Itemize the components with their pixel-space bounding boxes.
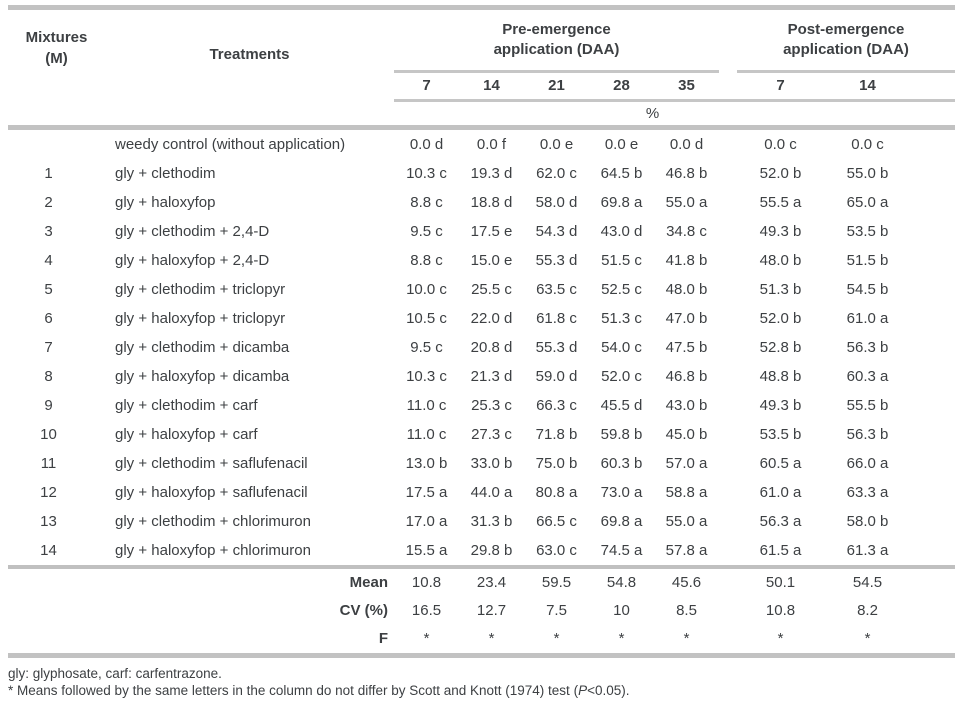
value-cell: 48.0 b [759,252,802,269]
table-row [8,420,955,449]
treatment-name: gly + haloxyfop + dicamba [115,368,290,385]
value-cell: 45.5 d [600,397,643,414]
mixture-number: 12 [40,484,57,501]
value-cell: 18.8 d [470,194,513,211]
value-cell: 52.0 c [601,368,642,385]
value-cell: 54.0 c [601,339,642,356]
mixture-number: 1 [44,165,53,182]
summary-value-cell: 10.8 [765,602,796,619]
treatment-name: gly + haloxyfop [115,194,216,211]
value-cell: 59.0 d [535,368,578,385]
value-cell: 46.8 b [665,368,708,385]
day-header-pre-21: 21 [548,77,565,94]
summary-value-cell: * [618,630,625,647]
summary-value-cell: 16.5 [411,602,442,619]
day-header-pre-35: 35 [678,77,695,94]
value-cell: 55.3 d [535,339,578,356]
mixture-number: 7 [44,339,53,356]
day-header-post-7: 7 [776,77,785,94]
table-row [8,188,955,217]
value-cell: 17.5 a [405,484,448,501]
value-cell: 47.5 b [665,339,708,356]
value-cell: 27.3 c [471,426,512,443]
value-cell: 65.0 a [846,194,889,211]
value-cell: 56.3 b [846,426,889,443]
value-cell: 66.3 c [536,397,577,414]
value-cell: 53.5 b [846,223,889,240]
value-cell: 71.8 b [535,426,578,443]
treatment-name: gly + haloxyfop + 2,4-D [115,252,270,269]
value-cell: 51.5 c [601,252,642,269]
value-cell: 10.5 c [406,310,447,327]
treatment-name: gly + haloxyfop + triclopyr [115,310,286,327]
value-cell: 75.0 b [535,455,578,472]
mixture-number: 8 [44,368,53,385]
value-cell: 60.3 a [846,368,889,385]
value-cell: 52.8 b [759,339,802,356]
table-row [8,478,955,507]
value-cell: 55.0 a [665,513,708,530]
summary-value-cell: 50.1 [765,574,796,591]
value-cell: 10.3 c [406,165,447,182]
table-row [8,217,955,246]
value-cell: 0.0 c [851,136,884,153]
mixture-number: 13 [40,513,57,530]
value-cell: 54.5 b [846,281,889,298]
summary-value-cell: 23.4 [476,574,507,591]
table-row [8,304,955,333]
value-cell: 55.0 a [665,194,708,211]
table-row [8,391,955,420]
value-cell: 66.5 c [536,513,577,530]
table-summary [8,569,955,653]
value-cell: 80.8 a [535,484,578,501]
value-cell: 8.8 c [410,194,443,211]
table-row [8,362,955,391]
treatment-name: gly + clethodim [115,165,216,182]
value-cell: 31.3 b [470,513,513,530]
summary-row [8,625,955,653]
value-cell: 63.3 a [846,484,889,501]
value-cell: 29.8 b [470,542,513,559]
mixtures-column-header [8,10,105,125]
value-cell: 74.5 a [600,542,643,559]
value-cell: 43.0 d [600,223,643,240]
value-cell: 64.5 b [600,165,643,182]
value-cell: 11.0 c [406,397,447,414]
value-cell: 9.5 c [410,223,443,240]
table-row [8,130,955,159]
summary-value-cell: * [553,630,560,647]
value-cell: 0.0 e [539,136,574,153]
mixture-number: 5 [44,281,53,298]
summary-value-cell: * [777,630,784,647]
treatment-name: weedy control (without application) [115,136,346,153]
treatment-name: gly + clethodim + carf [115,397,258,414]
post-emergence-group-label: Post-emergence application (DAA) [783,21,909,58]
mixture-number: 9 [44,397,53,414]
mixture-number: 4 [44,252,53,269]
treatment-name: gly + clethodim + chlorimuron [115,513,311,530]
treatments-column-header: Treatments [209,46,290,63]
summary-value-cell: 7.5 [546,602,567,619]
summary-label: F [378,630,388,647]
footnote-statistics-suffix: <0.05). [587,683,630,698]
value-cell: 55.0 b [846,165,889,182]
mixture-number: 10 [40,426,57,443]
value-cell: 0.0 d [669,136,704,153]
value-cell: 59.8 b [600,426,643,443]
value-cell: 51.3 b [759,281,802,298]
value-cell: 57.8 a [665,542,708,559]
summary-value-cell: 10 [613,602,630,619]
value-cell: 46.8 b [665,165,708,182]
mixtures-header-line2: (M) [45,50,68,67]
value-cell: 56.3 a [759,513,802,530]
value-cell: 60.5 a [759,455,802,472]
summary-row [8,597,955,625]
value-cell: 15.0 e [470,252,513,269]
value-cell: 49.3 b [759,397,802,414]
value-cell: 17.5 e [470,223,513,240]
summary-value-cell: 59.5 [541,574,572,591]
summary-value-cell: 8.5 [676,602,697,619]
value-cell: 19.3 d [470,165,513,182]
value-cell: 11.0 c [406,426,447,443]
value-cell: 66.0 a [846,455,889,472]
post-emergence-group-header [737,10,955,70]
day-header-pre-14: 14 [483,77,500,94]
value-cell: 9.5 c [410,339,443,356]
summary-value-cell: 54.5 [852,574,883,591]
value-cell: 33.0 b [470,455,513,472]
unit-label: % [645,105,660,122]
treatment-name: gly + clethodim + saflufenacil [115,455,308,472]
value-cell: 48.8 b [759,368,802,385]
summary-value-cell: * [864,630,871,647]
treatment-name: gly + clethodim + triclopyr [115,281,286,298]
value-cell: 69.8 a [600,194,643,211]
value-cell: 55.5 b [846,397,889,414]
value-cell: 58.0 b [846,513,889,530]
summary-value-cell: * [683,630,690,647]
value-cell: 41.8 b [665,252,708,269]
value-cell: 15.5 a [405,542,448,559]
value-cell: 0.0 d [409,136,444,153]
summary-value-cell: 8.2 [857,602,878,619]
value-cell: 17.0 a [405,513,448,530]
table-row [8,507,955,536]
table-bottom-rule [8,653,955,658]
results-table [8,0,955,658]
mixture-number: 2 [44,194,53,211]
value-cell: 57.0 a [665,455,708,472]
value-cell: 45.0 b [665,426,708,443]
value-cell: 55.5 a [759,194,802,211]
summary-value-cell: 10.8 [411,574,442,591]
table-body [8,130,955,565]
value-cell: 52.5 c [601,281,642,298]
footnote-statistics-prefix: * Means followed by the same letters in the column do not differ by Scott and Knott (1974) test ( [8,683,579,698]
value-cell: 58.8 a [665,484,708,501]
treatment-name: gly + haloxyfop + saflufenacil [115,484,308,501]
mixture-number: 3 [44,223,53,240]
value-cell: 61.0 a [759,484,802,501]
table-footnotes [8,665,963,699]
value-cell: 44.0 a [470,484,513,501]
value-cell: 63.5 c [536,281,577,298]
value-cell: 51.3 c [601,310,642,327]
value-cell: 20.8 d [470,339,513,356]
treatment-name: gly + haloxyfop + chlorimuron [115,542,311,559]
value-cell: 61.3 a [846,542,889,559]
mixtures-header-line1: Mixtures [25,29,88,46]
value-cell: 54.3 d [535,223,578,240]
value-cell: 10.0 c [406,281,447,298]
value-cell: 53.5 b [759,426,802,443]
value-cell: 52.0 b [759,165,802,182]
summary-label: CV (%) [339,602,388,619]
value-cell: 61.0 a [846,310,889,327]
value-cell: 58.0 d [535,194,578,211]
summary-value-cell: * [423,630,430,647]
day-header-pre-7: 7 [422,77,431,94]
value-cell: 25.3 c [471,397,512,414]
value-cell: 10.3 c [406,368,447,385]
table-row [8,333,955,362]
value-cell: 13.0 b [405,455,448,472]
value-cell: 22.0 d [470,310,513,327]
summary-value-cell: 54.8 [606,574,637,591]
pre-emergence-group-label: Pre-emergence application (DAA) [493,21,620,58]
value-cell: 52.0 b [759,310,802,327]
day-header-pre-28: 28 [613,77,630,94]
treatment-name: gly + clethodim + dicamba [115,339,290,356]
footnote-abbreviations: gly: glyphosate, carf: carfentrazone. [8,666,222,681]
value-cell: 34.8 c [666,223,707,240]
day-header-post-14: 14 [859,77,876,94]
value-cell: 73.0 a [600,484,643,501]
value-cell: 21.3 d [470,368,513,385]
table-header [8,10,955,125]
mixture-number: 11 [40,455,57,472]
summary-value-cell: 12.7 [476,602,507,619]
table-row [8,449,955,478]
table-row [8,159,955,188]
value-cell: 0.0 f [476,136,507,153]
summary-row [8,569,955,597]
value-cell: 55.3 d [535,252,578,269]
summary-value-cell: * [488,630,495,647]
table-row [8,536,955,565]
value-cell: 61.5 a [759,542,802,559]
mixture-number: 6 [44,310,53,327]
value-cell: 0.0 e [604,136,639,153]
value-cell: 69.8 a [600,513,643,530]
mixture-number: 14 [40,542,57,559]
value-cell: 62.0 c [536,165,577,182]
value-cell: 56.3 b [846,339,889,356]
treatment-name: gly + haloxyfop + carf [115,426,258,443]
value-cell: 25.5 c [471,281,512,298]
value-cell: 0.0 c [764,136,797,153]
table-row [8,246,955,275]
value-cell: 47.0 b [665,310,708,327]
value-cell: 61.8 c [536,310,577,327]
footnote-statistics-pvalue: P [578,683,588,698]
value-cell: 63.0 c [536,542,577,559]
value-cell: 8.8 c [410,252,443,269]
value-cell: 49.3 b [759,223,802,240]
table-row [8,275,955,304]
mixture-number [8,130,105,159]
pre-emergence-group-header [394,10,719,70]
summary-value-cell: 45.6 [671,574,702,591]
value-cell: 48.0 b [665,281,708,298]
footnote-statistics [8,682,963,699]
summary-label: Mean [349,574,388,591]
value-cell: 60.3 b [600,455,643,472]
treatment-name: gly + clethodim + 2,4-D [115,223,270,240]
value-cell: 43.0 b [665,397,708,414]
value-cell: 51.5 b [846,252,889,269]
